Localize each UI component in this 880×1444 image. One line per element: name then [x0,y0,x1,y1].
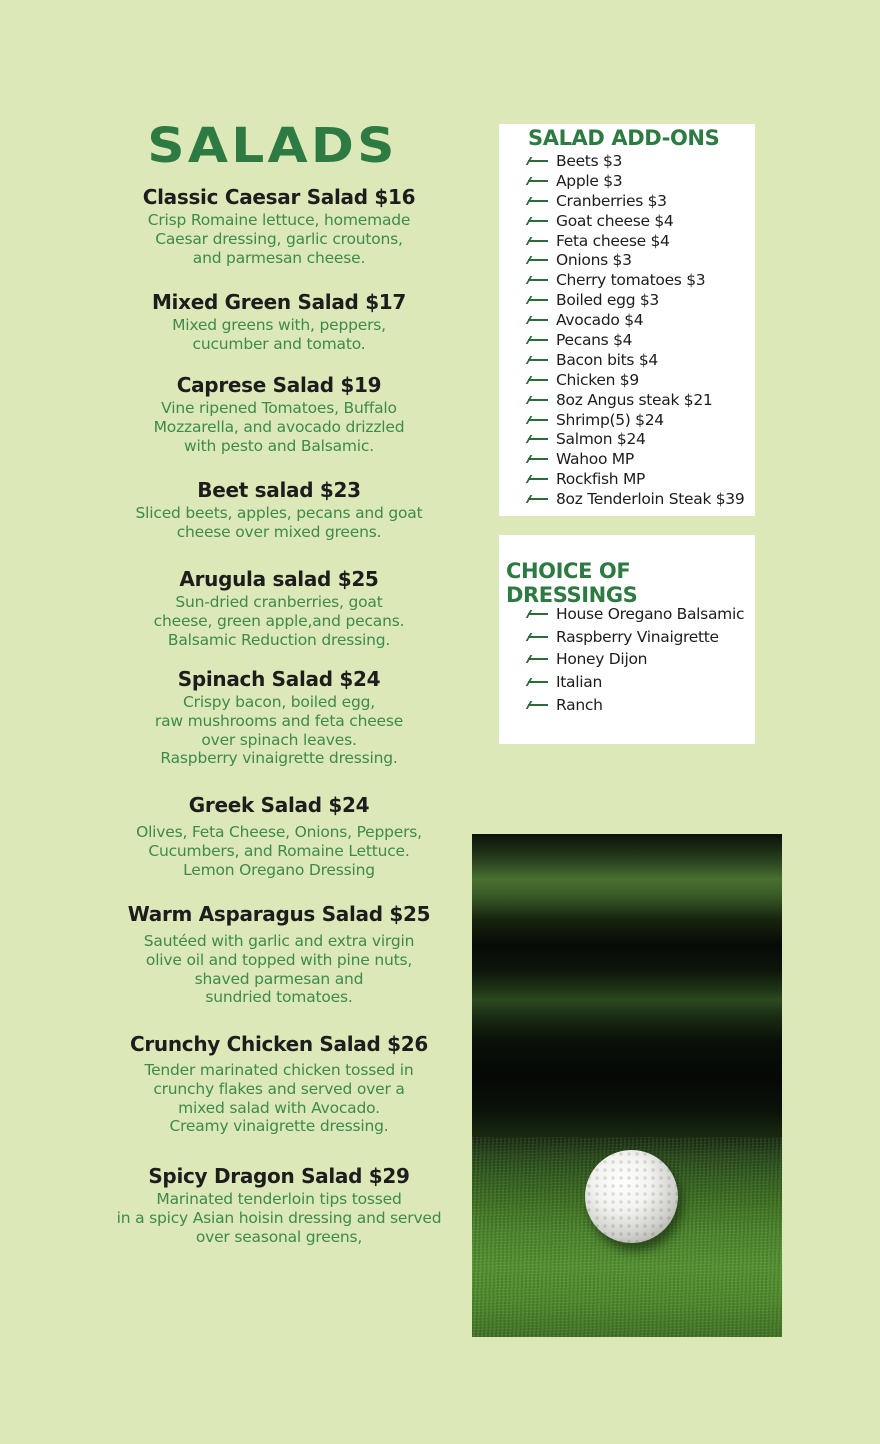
list-item [528,410,744,430]
add-on-label: Cherry tomatoes $3 [556,271,706,290]
list-item [528,151,744,171]
dressings-title: CHOICE OF DRESSINGS [506,559,638,607]
arrow-icon [528,335,548,345]
arrow-icon [528,315,548,325]
salad-item [100,566,458,649]
salad-item [100,477,458,542]
salad-item [100,901,458,1007]
list-item [528,489,744,509]
salad-item [96,1163,462,1246]
add-on-label: Goat cheese $4 [556,211,674,230]
list-item [528,603,744,626]
salad-name: Crunchy Chicken Salad $26 [129,1032,429,1056]
add-ons-title: SALAD ADD-ONS [528,126,720,150]
salad-add-ons-panel [499,124,755,516]
arrow-icon [528,275,548,285]
list-item [528,310,744,330]
add-ons-list [528,151,744,509]
arrow-icon [528,700,548,710]
list-item [528,250,744,270]
salad-name: Spinach Salad $24 [177,667,381,691]
dressing-label: Raspberry Vinaigrette [556,627,719,646]
salad-description: Vine ripened Tomatoes, Buffalo Mozzarella, and avocado drizzled with pesto and Balsamic. [153,399,405,455]
dressing-label: Italian [556,673,602,692]
list-item [528,370,744,390]
add-on-label: Wahoo MP [556,450,634,469]
dressings-panel [499,535,755,744]
list-item [528,626,744,649]
dressings-list [528,603,744,716]
list-item [528,330,744,350]
arrow-icon [528,255,548,265]
dressing-label: Ranch [556,695,603,714]
list-item [528,211,744,231]
salad-name: Arugula salad $25 [179,567,379,591]
add-on-label: Rockfish MP [556,470,646,489]
list-item [528,469,744,489]
salad-item [100,666,458,768]
list-item [528,270,744,290]
arrow-icon [528,395,548,405]
add-on-label: Boiled egg $3 [556,291,659,310]
list-item [528,429,744,449]
golf-ball-photo [472,834,782,1337]
salad-name: Warm Asparagus Salad $25 [127,902,431,926]
arrow-icon [528,236,548,246]
salad-description: Sun-dried cranberries, goat cheese, green apple,and pecans. Balsamic Reduction dressing. [153,593,405,649]
salad-name: Caprese Salad $19 [176,373,382,397]
add-on-label: Salmon $24 [556,430,646,449]
salads-title: SALADS [147,118,398,174]
salad-item [100,184,458,267]
dressing-label: House Oregano Balsamic [556,605,745,624]
list-item [528,231,744,251]
salad-name: Beet salad $23 [197,478,361,502]
add-on-label: Feta cheese $4 [556,231,670,250]
arrow-icon [528,295,548,305]
salad-description: Sautéed with garlic and extra virgin olive oil and topped with pine nuts, shaved parmesan and sundried tomatoes. [143,932,415,1007]
salad-description: Crisp Romaine lettuce, homemade Caesar dressing, garlic croutons, and parmesan cheese. [147,211,411,267]
add-on-label: Beets $3 [556,151,623,170]
arrow-icon [528,156,548,166]
list-item [528,191,744,211]
arrow-icon [528,677,548,687]
add-on-label: Pecans $4 [556,330,633,349]
salad-description: Tender marinated chicken tossed in crunchy flakes and served over a mixed salad with Avocado. Creamy vinaigrette dressing. [144,1061,414,1136]
list-item [528,350,744,370]
add-on-label: Apple $3 [556,171,623,190]
add-on-label: 8oz Tenderloin Steak $39 [556,490,745,509]
list-item [528,390,744,410]
arrow-icon [528,415,548,425]
salad-name: Spicy Dragon Salad $29 [148,1164,410,1188]
salad-description: Mixed greens with, peppers, cucumber and tomato. [172,316,386,353]
salad-description: Olives, Feta Cheese, Onions, Peppers, Cucumbers, and Romaine Lettuce. Lemon Oregano Dressing [136,823,422,879]
arrow-icon [528,454,548,464]
add-on-label: Onions $3 [556,251,632,270]
arrow-icon [528,654,548,664]
salad-description: Crispy bacon, boiled egg, raw mushrooms and feta cheese over spinach leaves. Raspberry vinaigrette dressing. [154,693,404,768]
dressing-label: Honey Dijon [556,650,648,669]
list-item [528,290,744,310]
arrow-icon [528,474,548,484]
arrow-icon [528,216,548,226]
list-item [528,449,744,469]
arrow-icon [528,494,548,504]
salad-description: Sliced beets, apples, pecans and goat cheese over mixed greens. [135,504,423,541]
salad-item [100,1031,458,1136]
salad-name: Mixed Green Salad $17 [151,290,407,314]
add-on-label: Chicken $9 [556,370,639,389]
arrow-icon [528,434,548,444]
arrow-icon [528,375,548,385]
list-item [528,648,744,671]
arrow-icon [528,609,548,619]
list-item [528,671,744,694]
salad-name: Greek Salad $24 [188,793,370,817]
arrow-icon [528,632,548,642]
salad-description: Marinated tenderloin tips tossed in a spicy Asian hoisin dressing and served over seasonal greens, [116,1190,442,1246]
salad-item [100,372,458,455]
golf-ball [585,1150,678,1243]
list-item [528,693,744,716]
arrow-icon [528,176,548,186]
add-on-label: 8oz Angus steak $21 [556,390,713,409]
arrow-icon [528,196,548,206]
salad-item [100,289,458,354]
add-on-label: Cranberries $3 [556,191,667,210]
arrow-icon [528,355,548,365]
add-on-label: Shrimp(5) $24 [556,410,664,429]
salad-name: Classic Caesar Salad $16 [142,185,416,209]
list-item [528,171,744,191]
add-on-label: Avocado $4 [556,311,644,330]
salad-item [100,792,458,879]
add-on-label: Bacon bits $4 [556,350,658,369]
